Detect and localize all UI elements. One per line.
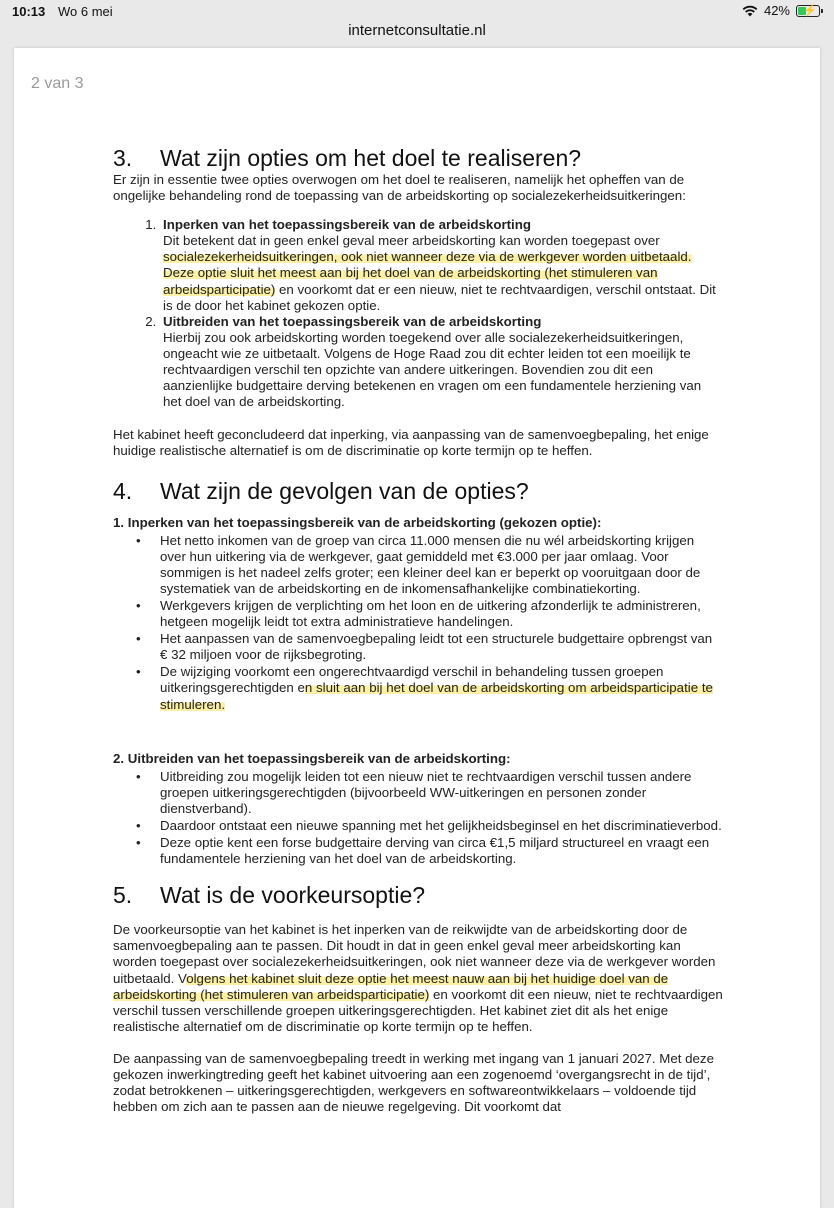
- status-date: Wo 6 mei: [58, 4, 113, 19]
- battery-icon: [796, 5, 820, 17]
- highlight: n sluit aan bij het doel van de arbeidskorting om arbeidsparticipatie te stimuleren.: [160, 680, 713, 712]
- list-item: • Werkgevers krijgen de verplichting om het loon en de uitkering afzonderlijk te administreren, hetgeen mogelijk leidt tot extra administratieve handelingen.: [160, 598, 723, 630]
- battery-percentage: 42%: [763, 3, 790, 18]
- section-5-paragraph-1: De voorkeursoptie van het kabinet is het inperken van de reikwijdte van de arbeidskorting door de samenvoegbepaling aan te passen. Dit houdt in dat in geen enkel geval meer arbeidskorting kan worden toegepast over socialezekerheidsuitkeringen, ook niet wanneer deze via de werkgever worden uitbetaald. Volgens het kabinet sluit deze optie het meest nauw aan bij het huidige doel van de arbeidskorting (het stimuleren van arbeidsparticipatie) en voorkomt dit een nieuw, niet te rechtvaardigen verschil tussen verschillende groepen uitkeringsgerechtigden. Het kabinet ziet dit als het enige realistische alternatief om de discriminatie op korte termijn op te heffen.: [113, 922, 723, 1034]
- effects-list-2: [113, 769, 723, 868]
- option-2: 2. Uitbreiden van het toepassingsbereik van de arbeidskorting Hierbij zou ook arbeidskorting worden toegekend over alle socialezekerheidsuitkeringen, ongeacht wie ze uitbetaalt. Volgens de Hoge Raad zou dit echter leiden tot een moeilijk te rechtvaardigen verschil ten opzichte van andere uitkeringen. Bovendien zou dit een aanzienlijke budgettaire derving betekenen en vragen om een fundamentele herziening van het doel van de arbeidskorting.: [160, 314, 723, 411]
- options-list: [113, 217, 723, 410]
- section-3-intro: Er zijn in essentie twee opties overwogen om het doel te realiseren, namelijk het opheffen van de ongelijke behandeling rond de toepassing van de arbeidskorting op socialezekerheidsuitkeringen:: [113, 172, 686, 204]
- section-4-sub-1: 1. Inperken van het toepassingsbereik van de arbeidskorting (gekozen optie):: [113, 514, 602, 530]
- section-5-paragraph-2: De aanpassing van de samenvoegbepaling treedt in werking met ingang van 1 januari 2027. Met deze gekozen inwerkingtreding geeft het kabinet uitvoering aan een zogenoemd ‘overgangsrecht in de tijd’, zodat betrokkenen – uitkeringsgerechtigden, werkgevers en softwareontwikkelaars – voldoende tijd hebben om zich aan te passen aan de nieuwe regelgeving. Dit voorkomt dat: [113, 1050, 714, 1115]
- list-item: • Uitbreiding zou mogelijk leiden tot een nieuw niet te rechtvaardigen verschil tussen andere groepen uitkeringsgerechtigden (bijvoorbeeld WW-uitkeringen en personen zonder dienstverband).: [160, 769, 723, 817]
- effects-list-1: [113, 533, 723, 713]
- list-item: • Daardoor ontstaat een nieuwe spanning met het gelijkheidsbeginsel en het discriminatieverbod.: [160, 818, 723, 834]
- page-indicator: 2 van 3: [31, 75, 84, 92]
- option-1: 1. Inperken van het toepassingsbereik van de arbeidskorting Dit betekent dat in geen enkel geval meer arbeidskorting kan worden toegepast over socialezekerheidsuitkeringen, ook niet wanneer deze via de werkgever worden uitbetaald. Deze optie sluit het meest aan bij het doel van de arbeidskorting (het stimuleren van arbeidsparticipatie) en voorkomt dat er een nieuw, niet te rechtvaardigen, verschil ontstaat. Dit is de door het kabinet gekozen optie.: [160, 217, 723, 314]
- section-3-conclusion: Het kabinet heeft geconcludeerd dat inperking, via aanpassing van de samenvoegbepaling, het enige huidige realistische alternatief is om de discriminatie op korte termijn op te heffen.: [113, 427, 709, 459]
- status-time: 10:13: [12, 4, 46, 19]
- charging-icon: ⚡: [803, 4, 817, 17]
- url-text: internetconsultatie.nl: [348, 22, 486, 39]
- section-4-sub-2: 2. Uitbreiden van het toepassingsbereik van de arbeidskorting:: [113, 750, 511, 766]
- highlight: olgens het kabinet sluit deze optie het meest nauw aan bij het huidige doel van de arbeidskorting (het stimuleren van arbeidsparticipatie): [113, 970, 669, 1002]
- wifi-icon: [742, 5, 758, 17]
- section-3-heading: 3. Wat zijn opties om het doel te realiseren?: [113, 145, 582, 171]
- list-item: • Deze optie kent een forse budgettaire derving van circa €1,5 miljard structureel en vraagt een fundamentele herziening van het doel van de arbeidskorting.: [160, 835, 723, 867]
- status-indicators: [742, 3, 820, 18]
- option-1-title: Inperken van het toepassingsbereik van de arbeidskorting: [163, 217, 531, 233]
- section-5-heading: 5. Wat is de voorkeursoptie?: [113, 882, 426, 909]
- document-body: [113, 144, 723, 1115]
- section-4-heading: 4. Wat zijn de gevolgen van de opties?: [113, 477, 529, 504]
- highlight: socialezekerheidsuitkeringen, ook niet wanneer deze via de werkgever worden uitbetaald. Deze optie sluit het meest aan bij het doel van de arbeidskorting (het stimuleren van arbeidsparticipatie): [163, 249, 692, 297]
- list-item: • De wijziging voorkomt een ongerechtvaardigd verschil in behandeling tussen groepen uitkeringsgerechtigden en sluit aan bij het doel van de arbeidskorting om arbeidsparticipatie te stimuleren.: [160, 664, 723, 712]
- list-item: • Het aanpassen van de samenvoegbepaling leidt tot een structurele budgettaire opbrengst van € 32 miljoen voor de rijksbegroting.: [160, 631, 723, 663]
- option-2-title: Uitbreiden van het toepassingsbereik van de arbeidskorting: [163, 313, 542, 329]
- document-page: [14, 48, 820, 1208]
- list-item: • Het netto inkomen van de groep van circa 11.000 mensen die nu wél arbeidskorting krijgen over hun uitkering via de werkgever, gaat gemiddeld met €3.000 per jaar omlaag. Voor sommigen is het nadeel zelfs groter; een kleiner deel kan er beperkt op vooruitgaan door de systematiek van de arbeidskorting en de inkomensafhankelijke combinatiekorting.: [160, 533, 723, 597]
- status-bar: [0, 0, 834, 22]
- address-bar[interactable]: [0, 22, 834, 39]
